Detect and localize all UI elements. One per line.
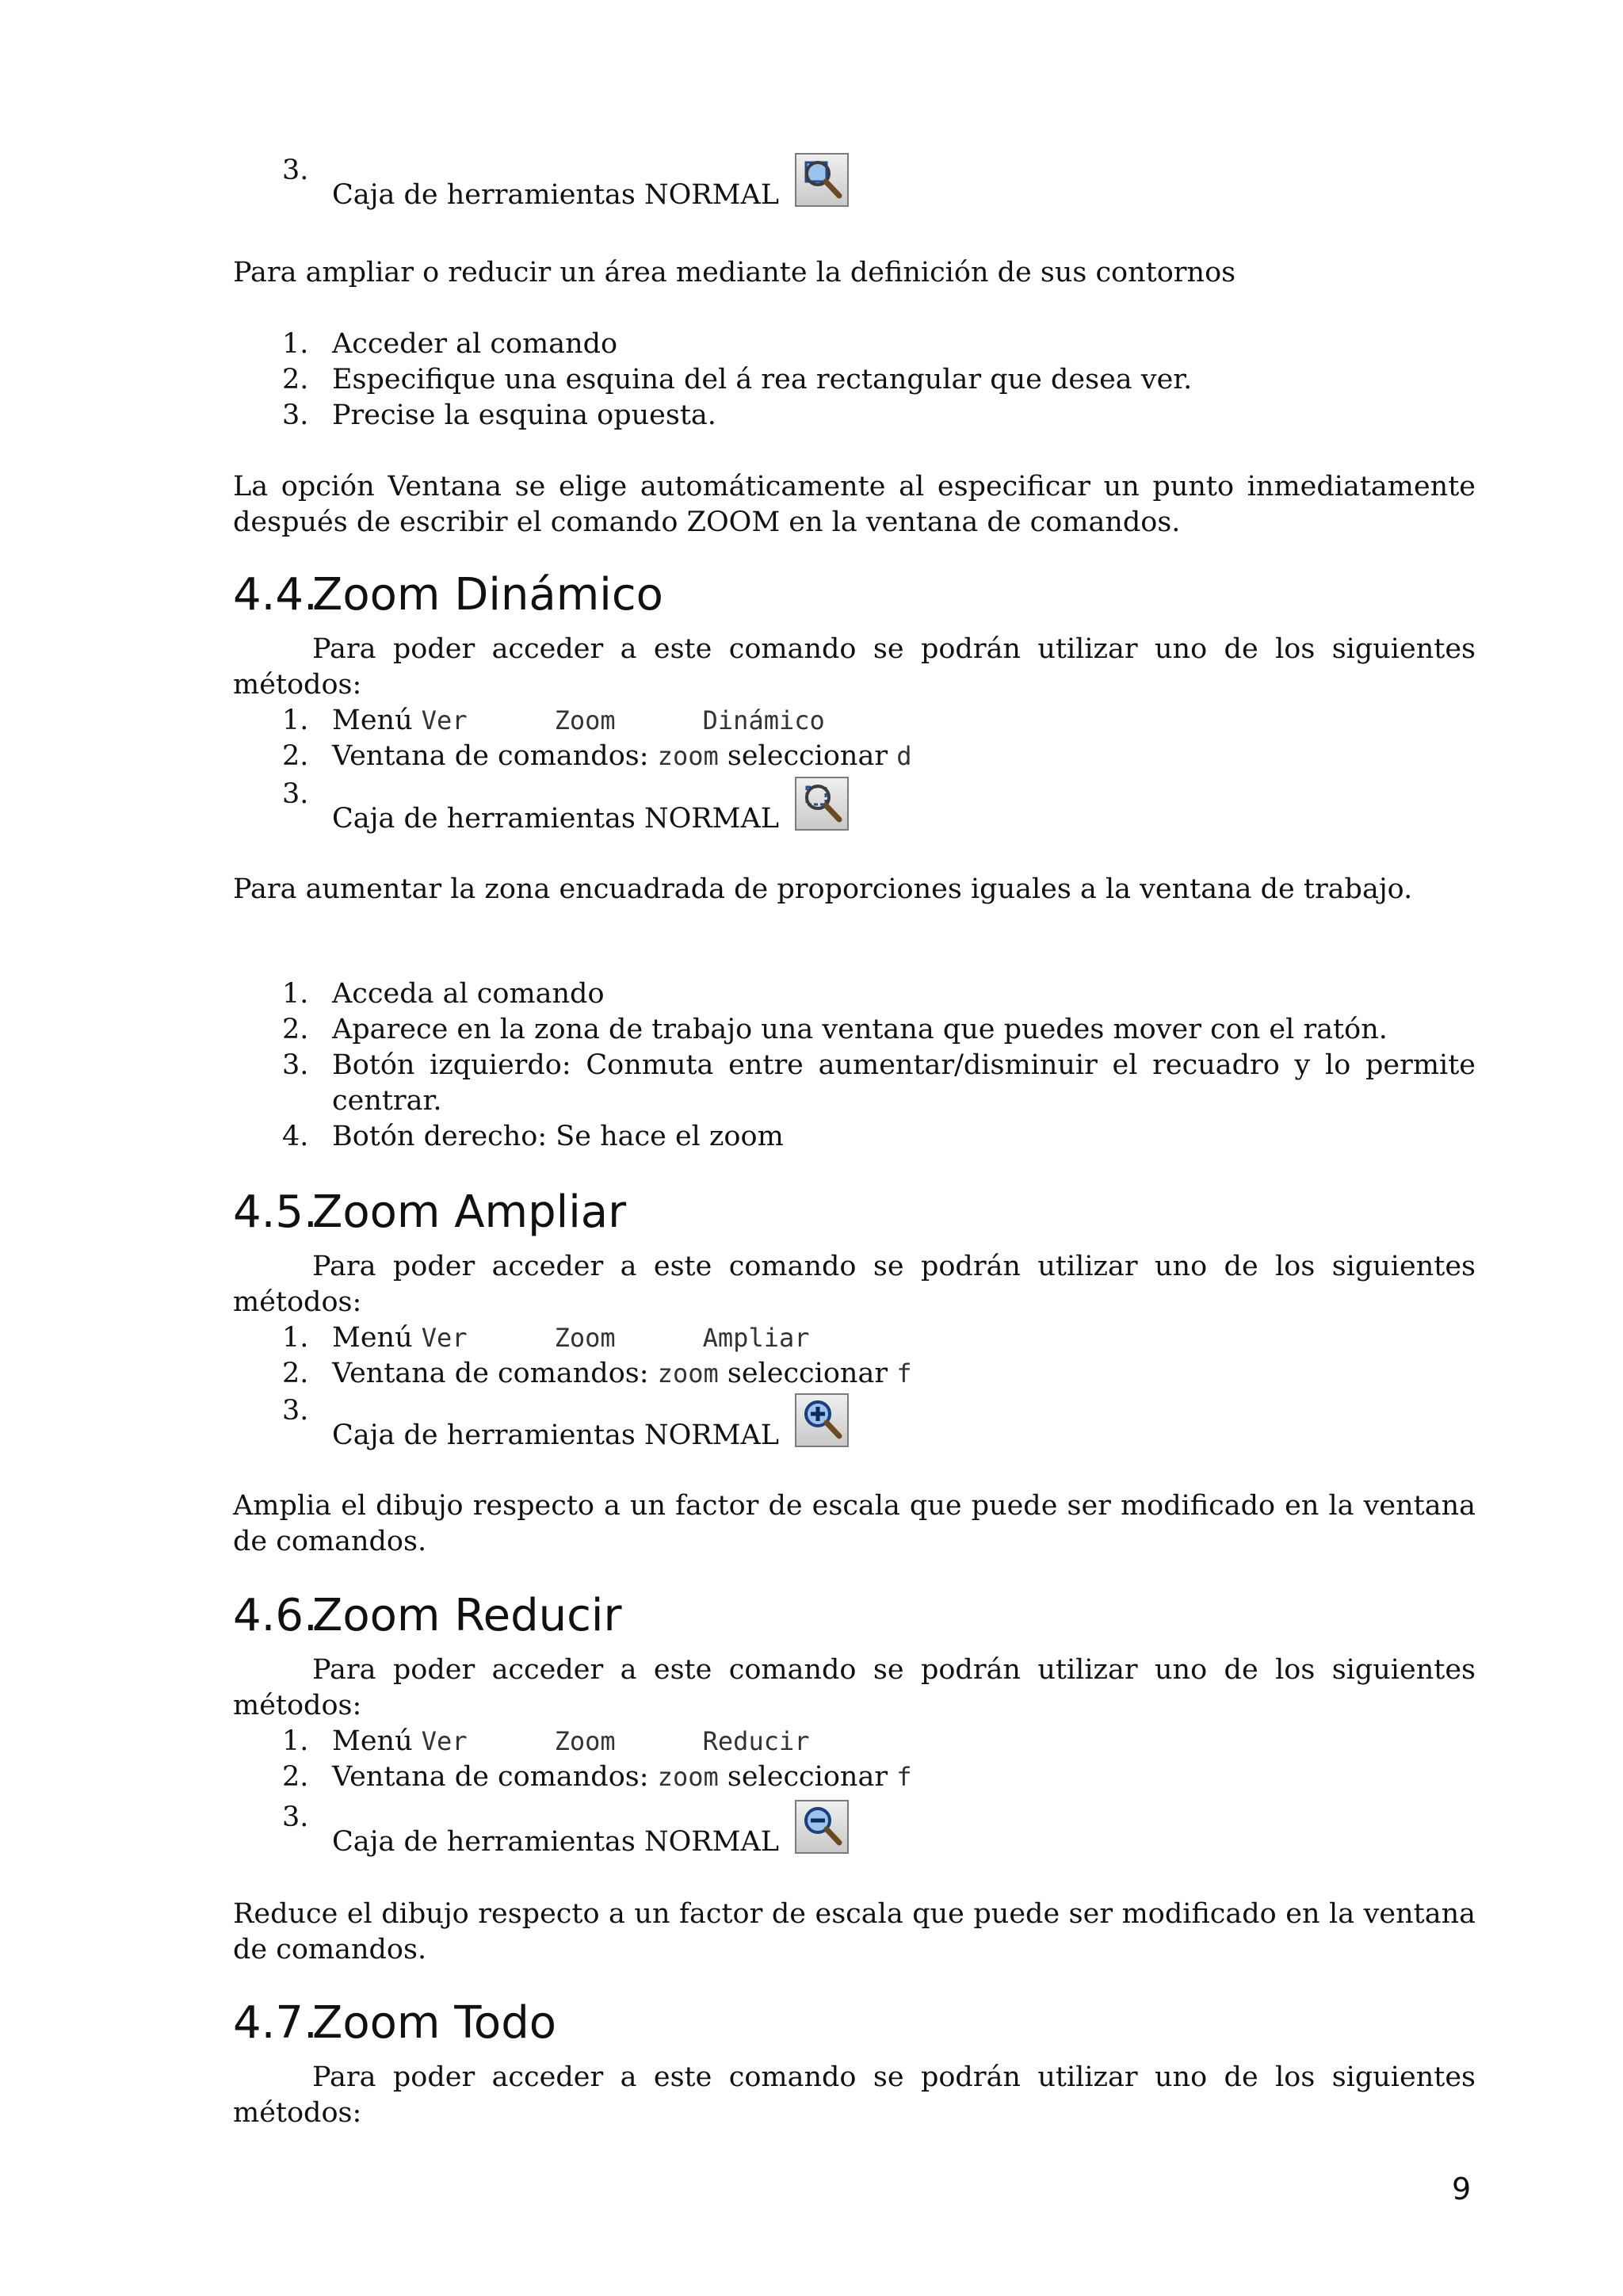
list-item: 2. Aparece en la zona de trabajo una ventana que puedes mover con el ratón. xyxy=(282,1014,1388,1045)
section-description: Reduce el dibujo respecto a un factor de escala que puede ser modificado en la ventana de comandos. xyxy=(233,1898,1476,1966)
section-heading-reducir: 4.6.Zoom Reducir xyxy=(233,1590,622,1641)
top-list xyxy=(233,153,1476,213)
section-heading-ampliar: 4.5.Zoom Ampliar xyxy=(233,1186,627,1238)
zoom-window-icon[interactable] xyxy=(795,153,849,207)
list-item: 2. Especifique una esquina del á rea rectangular que desea ver. xyxy=(282,364,1193,395)
section-heading-dinamico: 4.4.Zoom Dinámico xyxy=(233,569,663,621)
methods-list-ampliar xyxy=(233,1320,1476,1392)
section-intro: Para poder acceder a este comando se podrán utilizar uno de los siguientes métodos: xyxy=(233,1251,1476,1318)
list-item: 3. Caja de herramientas NORMAL xyxy=(233,153,1476,213)
method-command: 2. Ventana de comandos: zoom seleccionar f xyxy=(282,1358,912,1389)
zoom-in-icon[interactable] xyxy=(795,1393,849,1447)
window-steps xyxy=(233,327,1476,434)
section-description: Amplia el dibujo respecto a un factor de escala que puede ser modificado en la ventana de comandos. xyxy=(233,1490,1476,1557)
list-item: 1. Acceda al comando xyxy=(282,978,605,1010)
method-command: 2. Ventana de comandos: zoom seleccionar f xyxy=(282,1761,912,1793)
method-menu: 1. Menú Ver Zoom Reducir xyxy=(282,1725,810,1757)
method-toolbar: 3. Caja de herramientas NORMAL xyxy=(233,1393,1476,1454)
methods-list-dinamico xyxy=(233,703,1476,774)
list-item: 3. Precise la esquina opuesta. xyxy=(282,399,716,431)
zoom-out-icon[interactable] xyxy=(795,1800,849,1854)
section-description: Para aumentar la zona encuadrada de proporciones iguales a la ventana de trabajo. xyxy=(233,873,1413,905)
method-menu: 1. Menú Ver Zoom Ampliar xyxy=(282,1322,810,1354)
page-number: 9 xyxy=(1452,2172,1472,2206)
method-toolbar-reducir xyxy=(233,1800,1476,1860)
list-item: 1. Acceder al comando xyxy=(282,328,618,360)
section-heading-todo: 4.7.Zoom Todo xyxy=(233,1997,556,2049)
method-toolbar-ampliar xyxy=(233,1393,1476,1454)
section-intro: Para poder acceder a este comando se podrán utilizar uno de los siguientes métodos: xyxy=(233,2061,1476,2129)
document-page xyxy=(233,0,1476,2296)
method-toolbar: 3. Caja de herramientas NORMAL xyxy=(233,1800,1476,1860)
method-toolbar-dinamico xyxy=(233,777,1476,837)
window-intro: Para ampliar o reducir un área mediante la definición de sus contornos xyxy=(233,257,1236,288)
list-item: 3. Botón izquierdo: Conmuta entre aumentar/disminuir el recuadro y lo permite centrar. xyxy=(282,1049,1476,1117)
method-toolbar: 3. Caja de herramientas NORMAL xyxy=(233,777,1476,837)
steps-list-dinamico xyxy=(233,976,1476,1155)
section-intro: Para poder acceder a este comando se podrán utilizar uno de los siguientes métodos: xyxy=(233,1654,1476,1721)
section-intro: Para poder acceder a este comando se podrán utilizar uno de los siguientes métodos: xyxy=(233,633,1476,701)
methods-list-reducir xyxy=(233,1724,1476,1795)
zoom-dynamic-icon[interactable] xyxy=(795,777,849,831)
method-command: 2. Ventana de comandos: zoom seleccionar d xyxy=(282,740,912,772)
list-item: 4. Botón derecho: Se hace el zoom xyxy=(282,1121,784,1152)
method-menu: 1. Menú Ver Zoom Dinámico xyxy=(282,705,825,736)
window-option-paragraph: La opción Ventana se elige automáticamente al especificar un punto inmediatamente después de escribir el comando ZOOM en la ventana de comandos. xyxy=(233,471,1476,538)
